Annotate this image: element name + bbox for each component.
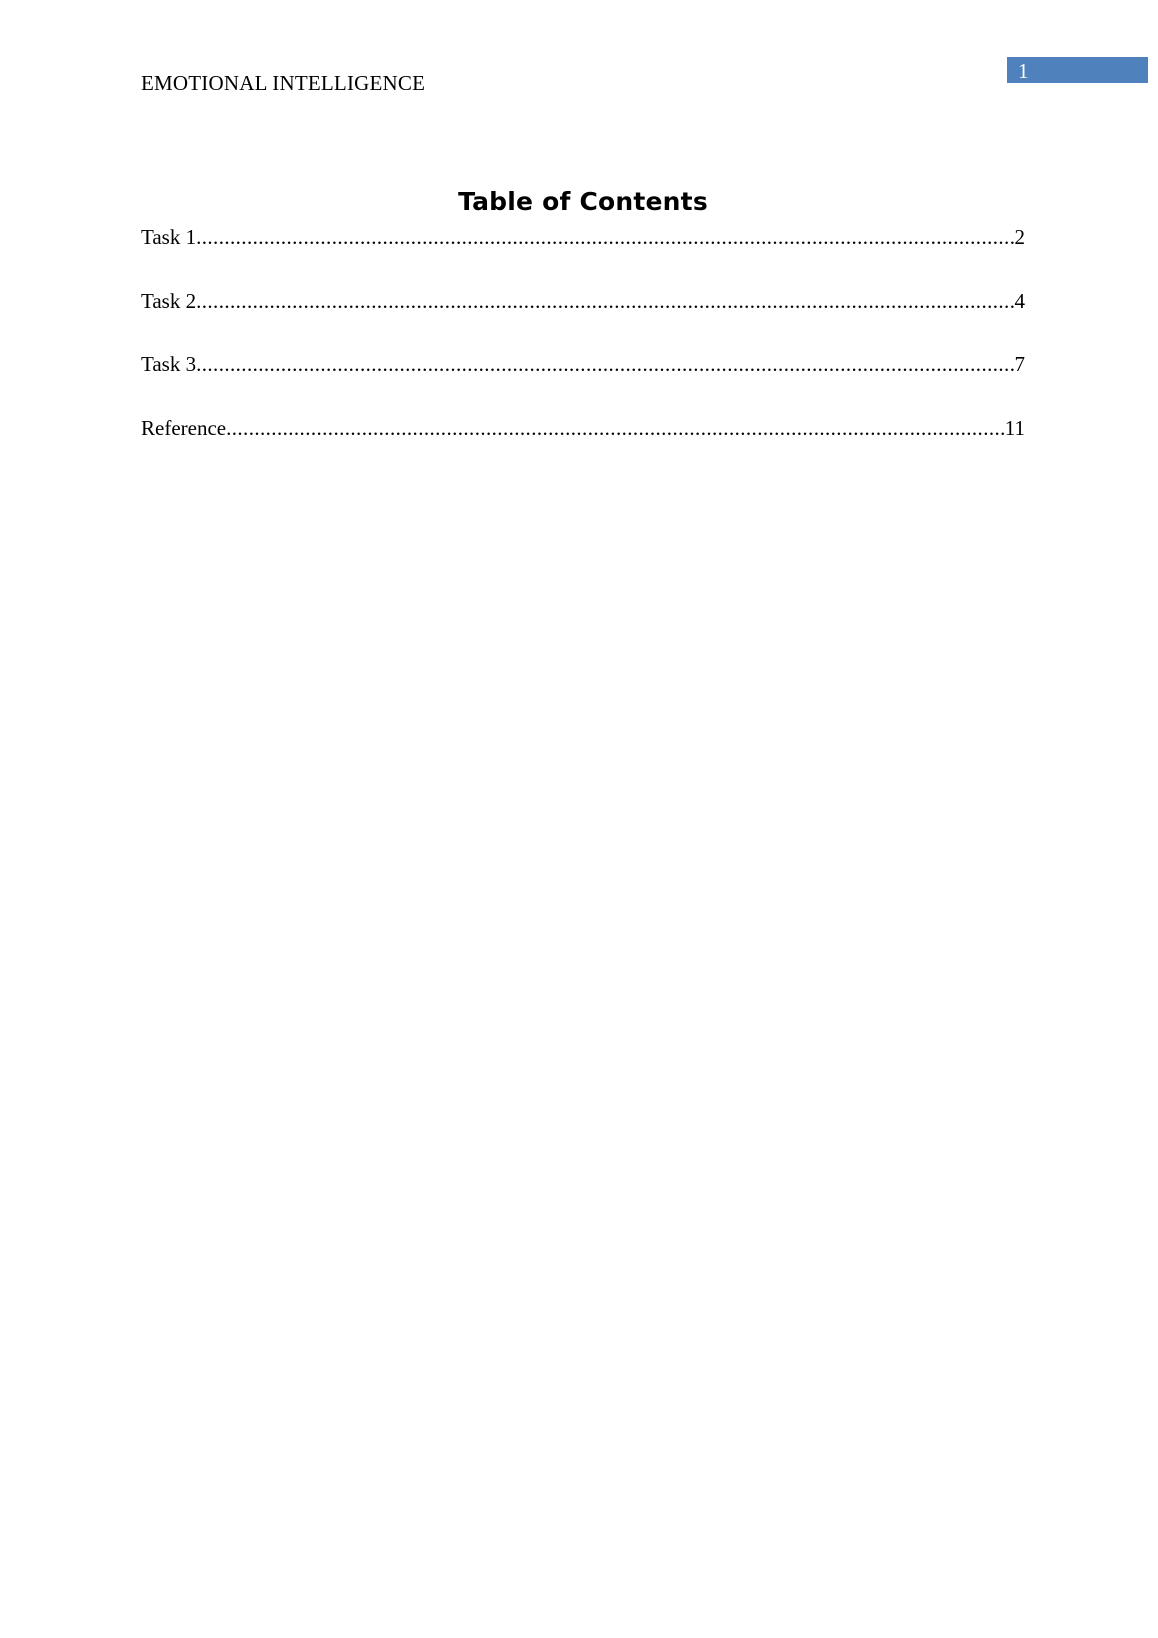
toc-entry-page: 4 — [1014, 288, 1025, 313]
toc-entry-reference[interactable] — [141, 416, 1025, 440]
toc-entry-task-1[interactable] — [141, 225, 1025, 249]
page-number: 1 — [1018, 59, 1029, 83]
toc-dot-leader — [196, 352, 1014, 376]
toc-entry-label: Task 1 — [141, 225, 197, 249]
toc-entry-task-3[interactable] — [141, 352, 1025, 376]
toc-entry-label: Reference — [141, 415, 227, 440]
toc-entry-page: 7 — [1014, 352, 1025, 376]
toc-list — [141, 225, 1025, 479]
toc-dot-leader — [196, 225, 1014, 249]
toc-entry-page: 11 — [1004, 415, 1025, 440]
toc-entry-task-2[interactable] — [141, 289, 1025, 313]
toc-entry-page: 2 — [1014, 225, 1025, 249]
toc-dot-leader — [226, 416, 1005, 440]
running-header-title: EMOTIONAL INTELLIGENCE — [141, 71, 426, 95]
toc-heading: Table of Contents — [458, 187, 708, 216]
toc-dot-leader — [196, 289, 1014, 313]
toc-entry-label: Task 2 — [141, 288, 197, 313]
toc-entry-label: Task 3 — [141, 352, 197, 376]
